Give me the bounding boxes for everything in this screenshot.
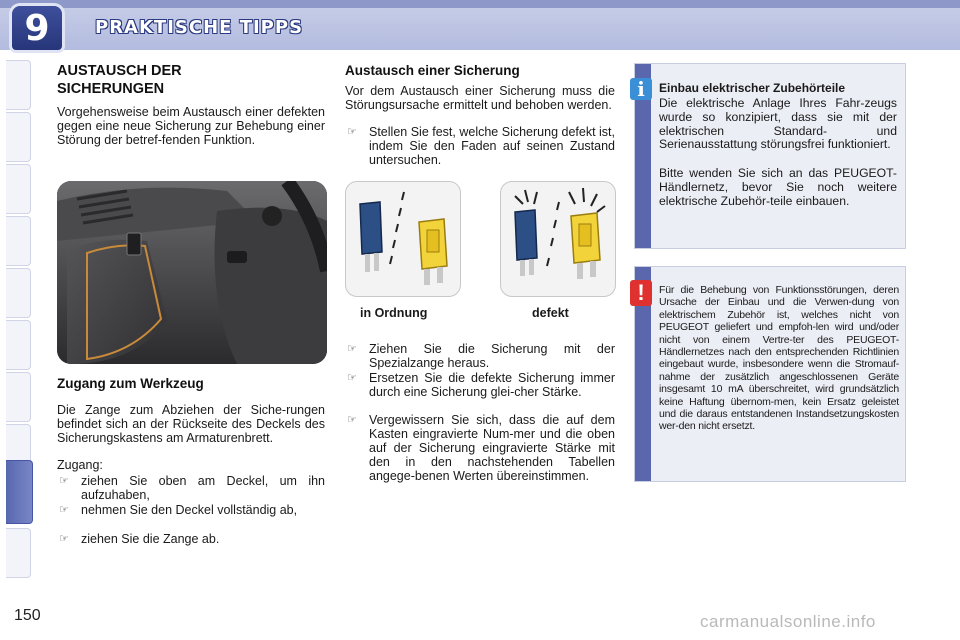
bullet-pointer-icon: ☞ — [347, 414, 357, 426]
access-step-text: ziehen Sie oben am Deckel, um ihn aufzuhaben, — [81, 474, 325, 502]
page-number: 150 — [14, 607, 41, 624]
fuse-ok-icon — [346, 182, 460, 296]
bullet-pointer-icon: ☞ — [59, 475, 69, 487]
chapter-tab[interactable] — [6, 164, 31, 214]
info-box — [634, 63, 906, 249]
caption-defect: defekt — [532, 306, 569, 320]
chapter-tabs — [0, 60, 30, 580]
bullet-pointer-icon: ☞ — [347, 343, 357, 355]
bullet-pointer-icon: ☞ — [59, 504, 69, 516]
chapter-tab[interactable] — [6, 372, 31, 422]
replace-step-text: Vergewissern Sie sich, dass die auf dem Kasten eingravierte Num-mer und die oben auf der Sicherung eingravierte Stärke mit den in den nachstehenden Tabellen angege-benen Werten übereinstimmen. — [369, 413, 615, 483]
chapter-tab[interactable] — [6, 112, 31, 162]
warning-text: Für die Behebung von Funktionsstörungen, deren Ursache der Einbau und die Verwen-dung von elektrischem Zubehör ist, welches nicht von PEUGEOT geliefert und empfoh-len wird und/oder nicht von einem Vertre-ter des PEUGEOT-Händlernetzes nach den entsprechenden Richtlinien eingebaut wurde, insbesondere wenn die Stromauf-nahme der zusätzlich angeschlossenen Geräte insgesamt 10 mA überschreitet, wird grundsätzlich keine Haftung übernom-men, kein Ersatz geleistet und die daraus entstandenen Instandsetzungskosten wer-den nicht ersetzt. — [659, 284, 899, 433]
replace-intro: Vor dem Austausch einer Sicherung muss die Störungsursache ermittelt und behoben werden. — [345, 84, 615, 112]
section-title-line: AUSTAUSCH DER — [57, 63, 182, 79]
replace-heading: Austausch einer Sicherung — [345, 63, 520, 78]
dashboard-illustration — [57, 181, 327, 364]
chapter-tab[interactable] — [6, 528, 31, 578]
fuse-defect-illustration — [500, 181, 616, 297]
dashboard-photo — [57, 181, 327, 364]
section-title — [57, 62, 182, 98]
access-step-text: ziehen Sie die Zange ab. — [81, 532, 220, 546]
replace-step — [345, 413, 615, 483]
watermark: carmanualsonline.info — [700, 612, 876, 631]
replace-step-text: Ersetzen Sie die defekte Sicherung immer durch eine Sicherung glei-cher Stärke. — [369, 371, 615, 399]
replace-step-text: Ziehen Sie die Sicherung mit der Spezialzange heraus. — [369, 342, 615, 370]
chapter-tab[interactable] — [6, 268, 31, 318]
replace-step — [345, 125, 615, 167]
replace-step-text: Stellen Sie fest, welche Sicherung defekt ist, indem Sie den Faden auf seinen Zustand untersuchen. — [369, 125, 615, 167]
intro-text: Vorgehensweise beim Austausch einer defekten gegen eine neue Sicherung zur Behebung einer Störung der betref-fenden Funktion. — [57, 105, 325, 147]
warning-icon: ! — [630, 280, 652, 306]
chapter-number: 9 — [24, 8, 50, 49]
bullet-pointer-icon: ☞ — [347, 126, 357, 138]
chapter-tab[interactable] — [6, 60, 31, 110]
info-heading: Einbau elektrischer Zubehörteile — [659, 81, 846, 95]
info-paragraph: Die elektrische Anlage Ihres Fahr-zeugs wurde so konzipiert, dass sie mit der elektrischen Standard- und Serienausstattung störungsfrei funktioniert. — [659, 96, 897, 152]
replace-step — [345, 342, 615, 370]
fuse-ok-illustration — [345, 181, 461, 297]
chapter-tab[interactable] — [6, 216, 31, 266]
header-band — [0, 0, 960, 8]
access-label: Zugang: — [57, 458, 103, 472]
bullet-pointer-icon: ☞ — [59, 533, 69, 545]
info-paragraph: Bitte wenden Sie sich an das PEUGEOT-Händlernetz, bevor Sie noch weitere elektrische Zubehör-teile einbauen. — [659, 166, 897, 208]
chapter-tab-active[interactable] — [6, 460, 33, 524]
replace-step — [345, 371, 615, 399]
section-title-line: SICHERUNGEN — [57, 81, 165, 97]
info-icon: i — [630, 78, 652, 100]
access-step — [57, 532, 325, 546]
tool-text: Die Zange zum Abziehen der Siche-rungen befindet sich an der Rückseite des Deckels des Sicherungskastens am Armaturenbrett. — [57, 403, 325, 445]
caption-ok: in Ordnung — [360, 306, 428, 320]
page-title: PRAKTISCHE TIPPS — [95, 17, 304, 38]
warning-box — [634, 266, 906, 482]
chapter-tab[interactable] — [6, 320, 31, 370]
access-step — [57, 503, 325, 517]
bullet-pointer-icon: ☞ — [347, 372, 357, 384]
access-step — [57, 474, 325, 502]
access-step-text: nehmen Sie den Deckel vollständig ab, — [81, 503, 298, 517]
fuse-defect-icon — [501, 182, 615, 296]
tool-heading: Zugang zum Werkzeug — [57, 376, 204, 391]
chapter-badge — [12, 6, 62, 50]
